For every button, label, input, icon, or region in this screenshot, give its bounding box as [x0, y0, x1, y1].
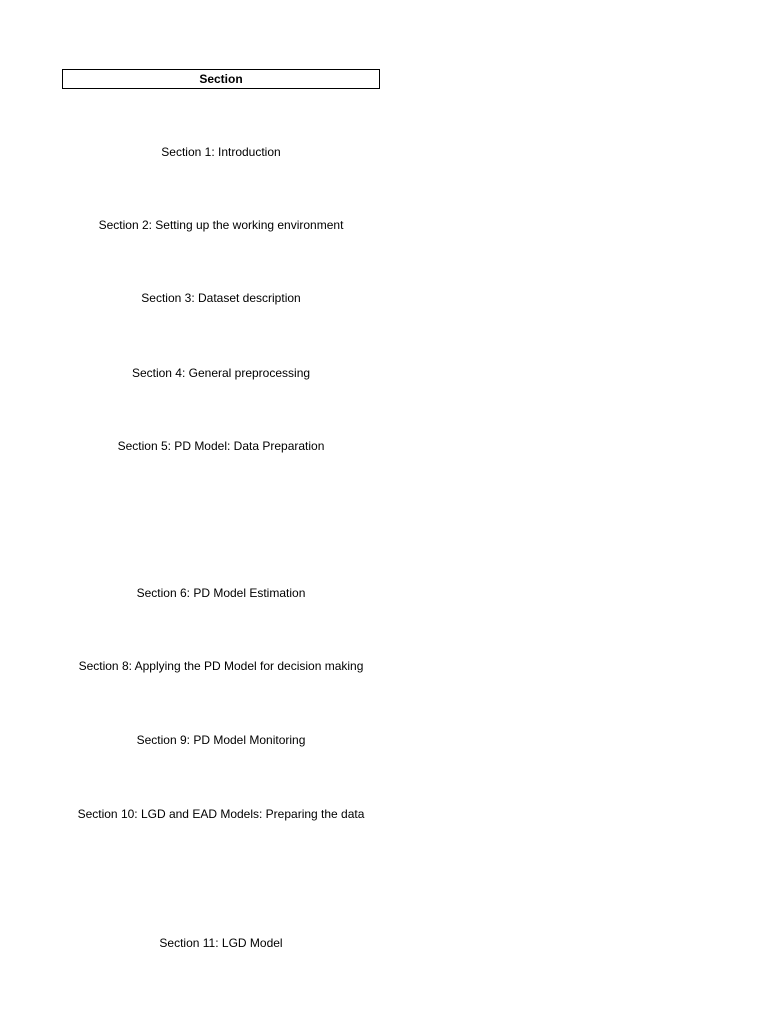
section-row-8: Section 8: Applying the PD Model for decision making: [78, 659, 364, 673]
section-row-2: Section 2: Setting up the working environment: [98, 218, 344, 232]
section-header-label: Section: [199, 72, 243, 86]
section-row-3: Section 3: Dataset description: [141, 291, 301, 305]
section-header-cell: [62, 69, 380, 89]
section-row-4: Section 4: General preprocessing: [131, 366, 311, 380]
section-row-1: Section 1: Introduction: [161, 145, 281, 159]
section-row-6: Section 6: PD Model Estimation: [136, 586, 306, 600]
section-row-9: Section 9: PD Model Monitoring: [136, 733, 306, 747]
section-row-10: Section 10: LGD and EAD Models: Preparing the data: [77, 807, 365, 821]
section-row-11: Section 11: LGD Model: [159, 936, 283, 950]
section-row-5: Section 5: PD Model: Data Preparation: [117, 439, 325, 453]
